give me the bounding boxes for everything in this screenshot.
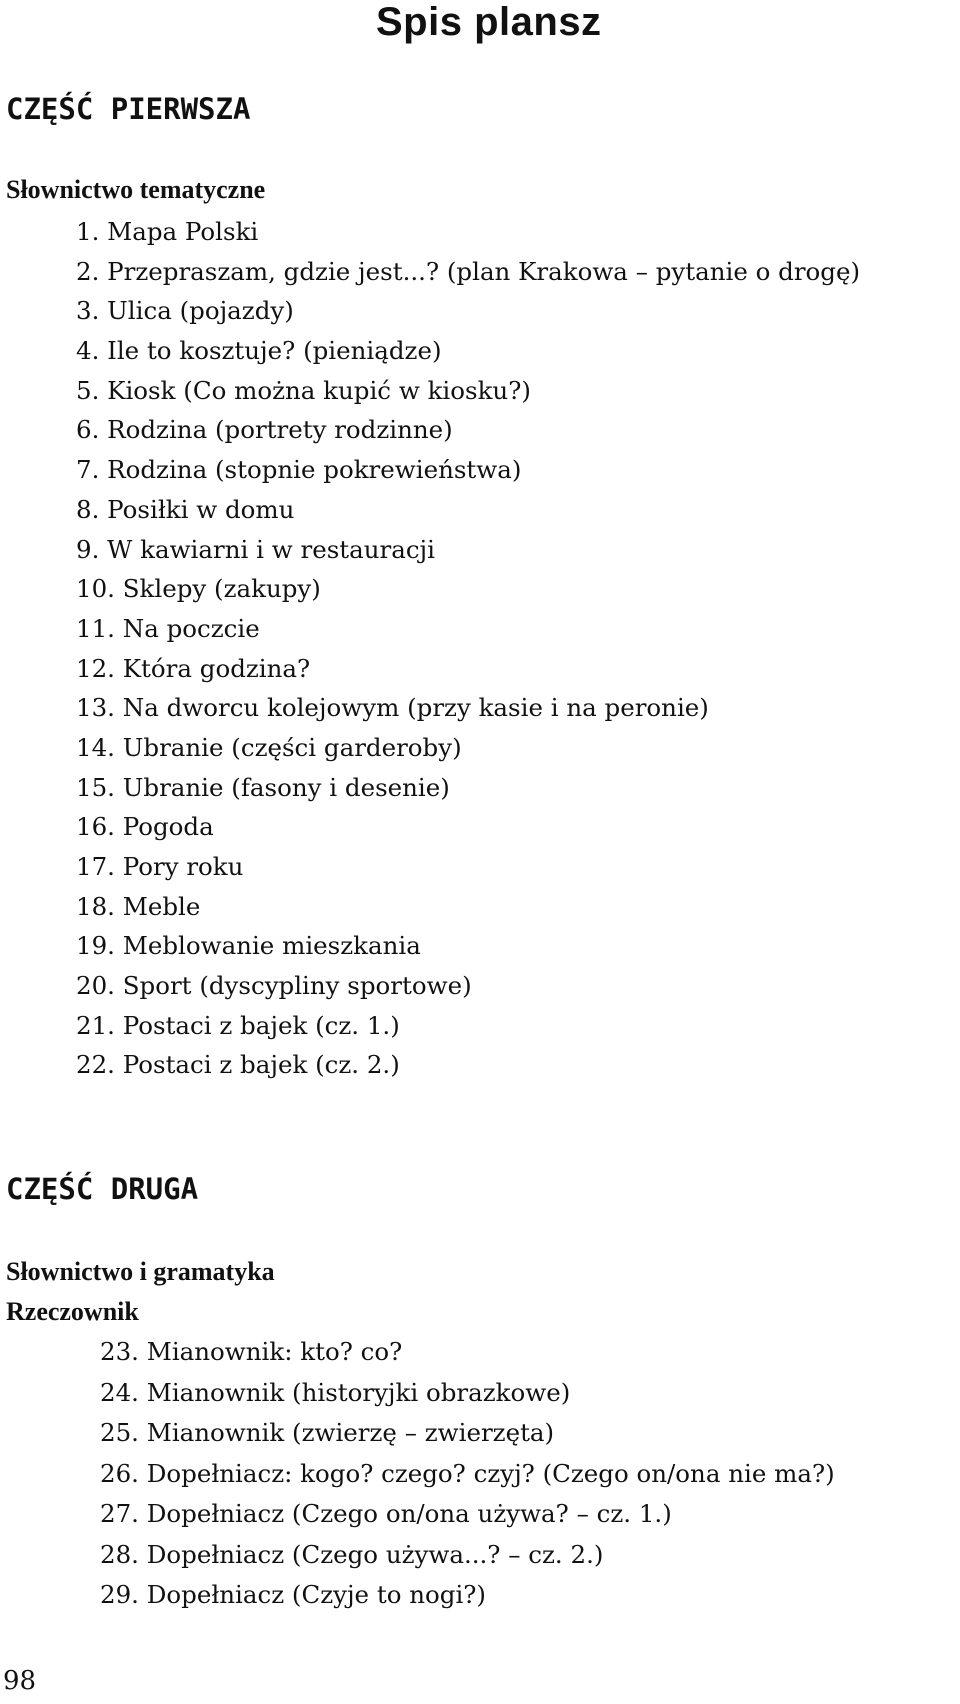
list-item: 2. Przepraszam, gdzie jest...? (plan Krakowa – pytanie o drogę) (76, 256, 861, 286)
page-title: Spis plansz (376, 0, 602, 44)
list-item: 23. Mianownik: kto? co? (100, 1337, 403, 1366)
list-item: 22. Postaci z bajek (cz. 2.) (76, 1050, 400, 1080)
list-item: 3. Ulica (pojazdy) (76, 296, 294, 326)
part-two-list (100, 1332, 835, 1616)
part-one-list (76, 212, 860, 1085)
list-item: 5. Kiosk (Co można kupić w kiosku?) (76, 375, 531, 405)
part-one-heading: CZĘŚĆ PIERWSZA (6, 92, 251, 126)
list-item: 28. Dopełniacz (Czego używa...? – cz. 2.) (100, 1539, 604, 1569)
list-item: 18. Meble (76, 891, 201, 921)
part-two-subheading: Słownictwo i gramatyka (6, 1257, 275, 1286)
list-item: 21. Postaci z bajek (cz. 1.) (76, 1010, 400, 1040)
list-item: 26. Dopełniacz: kogo? czego? czyj? (Czego on/ona nie ma?) (100, 1458, 835, 1488)
list-item: 29. Dopełniacz (Czyje to nogi?) (100, 1580, 486, 1609)
list-item: 11. Na poczcie (76, 613, 260, 643)
list-item: 15. Ubranie (fasony i desenie) (76, 772, 450, 802)
list-item: 7. Rodzina (stopnie pokrewieństwa) (76, 455, 522, 485)
list-item: 27. Dopełniacz (Czego on/ona używa? – cz. 1.) (100, 1499, 672, 1528)
list-item: 12. Która godzina? (76, 653, 311, 683)
part-two-heading: CZĘŚĆ DRUGA (6, 1172, 199, 1206)
list-item: 16. Pogoda (76, 812, 214, 842)
list-item: 4. Ile to kosztuje? (pieniądze) (76, 336, 442, 366)
list-item: 20. Sport (dyscypliny sportowe) (76, 971, 472, 1001)
list-item: 19. Meblowanie mieszkania (76, 931, 421, 961)
list-item: 1. Mapa Polski (76, 217, 259, 246)
list-item: 13. Na dworcu kolejowym (przy kasie i na peronie) (76, 693, 709, 723)
list-item: 25. Mianownik (zwierzę – zwierzęta) (100, 1418, 555, 1447)
list-item: 24. Mianownik (historyjki obrazkowe) (100, 1377, 571, 1407)
part-one-subheading: Słownictwo tematyczne (6, 175, 266, 204)
list-item: 10. Sklepy (zakupy) (76, 574, 321, 604)
part-two-section-heading: Rzeczownik (6, 1297, 139, 1326)
list-item: 17. Pory roku (76, 852, 244, 881)
page-number: 98 (3, 1666, 37, 1696)
list-item: 6. Rodzina (portrety rodzinne) (76, 415, 453, 445)
list-item: 8. Posiłki w domu (76, 494, 295, 524)
list-item: 14. Ubranie (części garderoby) (76, 732, 462, 762)
list-item: 9. W kawiarni i w restauracji (76, 534, 435, 564)
